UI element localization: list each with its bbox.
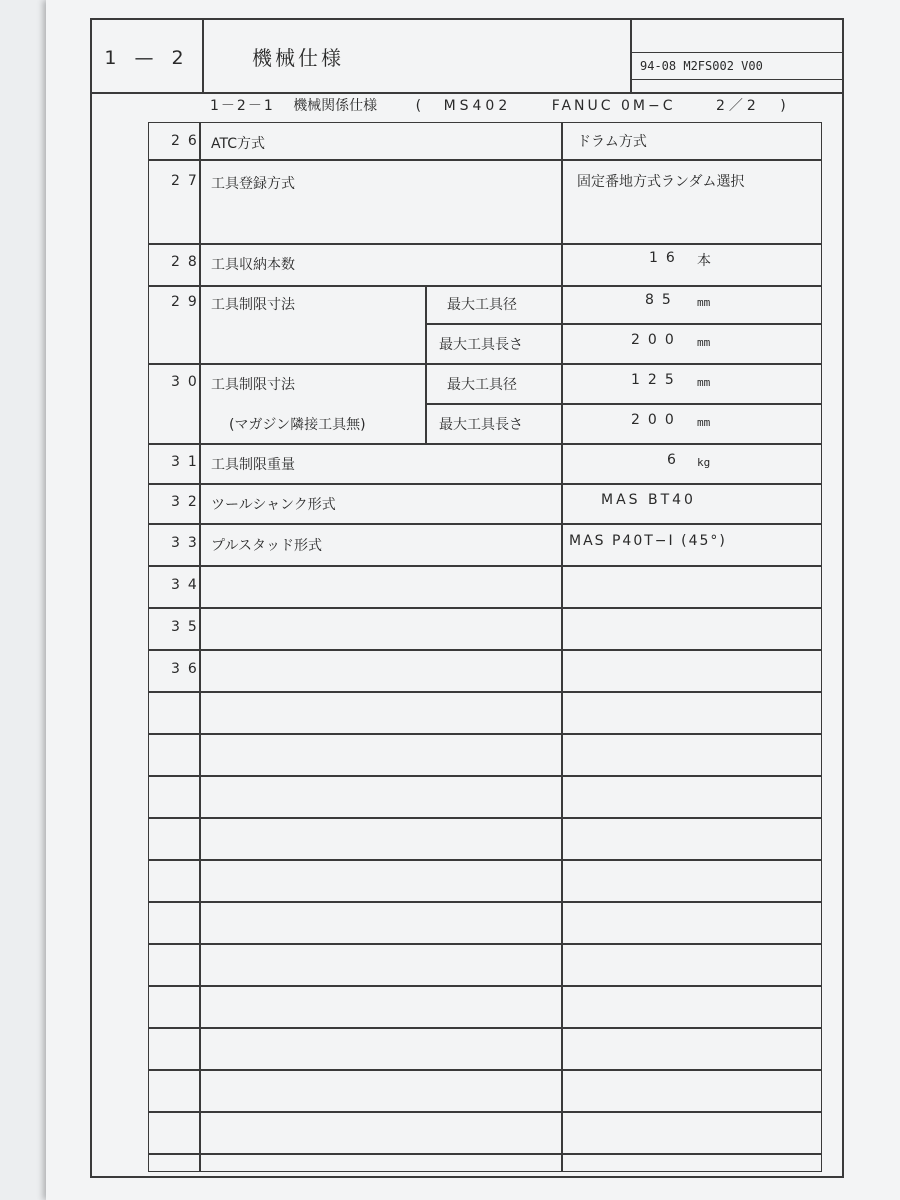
row-line <box>425 323 821 325</box>
row-line <box>149 285 821 287</box>
row-unit: mm <box>697 416 711 429</box>
col-divider-value <box>561 123 563 1171</box>
row-item: 工具制限寸法 <box>211 297 295 313</box>
controller-name: FANUC 0M−C <box>551 98 676 114</box>
row-note: (マガジン隣接工具無) <box>229 417 366 433</box>
sheet-header <box>92 20 842 94</box>
row-value: 200 <box>631 332 682 348</box>
model-open-paren: ( <box>415 98 422 114</box>
row-line <box>149 733 821 735</box>
row-number: 33 <box>171 535 205 551</box>
row-line <box>149 691 821 693</box>
row-unit: mm <box>697 336 711 349</box>
row-number: 31 <box>171 454 205 470</box>
row-value: ドラム方式 <box>577 134 647 150</box>
row-number: 30 <box>171 374 205 390</box>
doc-code-blank <box>632 20 842 53</box>
row-item: 工具登録方式 <box>211 176 295 192</box>
row-line <box>149 817 821 819</box>
row-subitem: 最大工具径 <box>447 297 517 313</box>
row-item: 工具制限寸法 <box>211 377 295 393</box>
row-line <box>149 523 821 525</box>
spec-table <box>148 122 822 1172</box>
spec-sheet <box>90 18 844 1178</box>
row-line <box>149 1027 821 1029</box>
model-name: MS402 <box>443 98 512 114</box>
row-line <box>425 403 821 405</box>
row-item: 工具制限重量 <box>211 457 295 473</box>
doc-code: 94-08 M2FS002 V00 <box>632 52 842 80</box>
subsection-title: 機械関係仕様 <box>293 98 378 114</box>
row-item: ATC方式 <box>211 136 265 152</box>
row-line <box>149 649 821 651</box>
row-value: 6 <box>667 452 676 468</box>
section-number: 1 — 2 <box>92 20 204 92</box>
doc-code-box <box>630 20 842 92</box>
row-line <box>149 1069 821 1071</box>
row-unit: mm <box>697 376 711 389</box>
row-number: 36 <box>171 661 205 677</box>
row-number: 34 <box>171 577 205 593</box>
row-value: 125 <box>631 372 682 388</box>
row-unit: kg <box>697 456 711 469</box>
row-item: ツールシャンク形式 <box>211 497 336 513</box>
row-line <box>149 985 821 987</box>
table-subtitle <box>210 94 786 118</box>
row-number: 28 <box>171 254 205 270</box>
row-line <box>149 159 821 161</box>
row-line <box>149 483 821 485</box>
row-value: MAS BT40 <box>601 492 696 508</box>
row-line <box>149 443 821 445</box>
row-subitem: 最大工具径 <box>447 377 517 393</box>
document-page <box>46 0 900 1200</box>
page-indicator: 2／2 <box>715 98 760 114</box>
row-item: 工具収納本数 <box>211 257 295 273</box>
row-number: 26 <box>171 133 205 149</box>
row-value: MAS P40T−I (45°) <box>569 533 727 549</box>
row-line <box>149 859 821 861</box>
row-number: 32 <box>171 494 205 510</box>
row-number: 35 <box>171 619 205 635</box>
row-unit: 本 <box>697 253 711 269</box>
row-unit: mm <box>697 296 711 309</box>
subsection-number: 1－2－1 <box>210 98 275 114</box>
row-value: 200 <box>631 412 682 428</box>
row-line <box>149 607 821 609</box>
row-subitem: 最大工具長さ <box>439 417 523 433</box>
section-title: 機械仕様 <box>252 46 344 70</box>
row-line <box>149 1153 821 1155</box>
row-number: 29 <box>171 294 205 310</box>
row-line <box>149 1111 821 1113</box>
row-line <box>149 775 821 777</box>
col-divider-sub <box>425 285 427 444</box>
row-line <box>149 943 821 945</box>
col-divider-no <box>199 123 201 1171</box>
row-item: プルスタッド形式 <box>211 538 323 554</box>
model-close-paren: ) <box>780 98 786 114</box>
row-value: 固定番地方式ランダム選択 <box>577 174 745 190</box>
row-subitem: 最大工具長さ <box>439 337 523 353</box>
row-value: 16 <box>649 250 683 266</box>
row-value: 85 <box>645 292 679 308</box>
row-line <box>149 243 821 245</box>
row-line <box>149 565 821 567</box>
row-line <box>149 363 821 365</box>
row-line <box>149 901 821 903</box>
row-number: 27 <box>171 173 205 189</box>
